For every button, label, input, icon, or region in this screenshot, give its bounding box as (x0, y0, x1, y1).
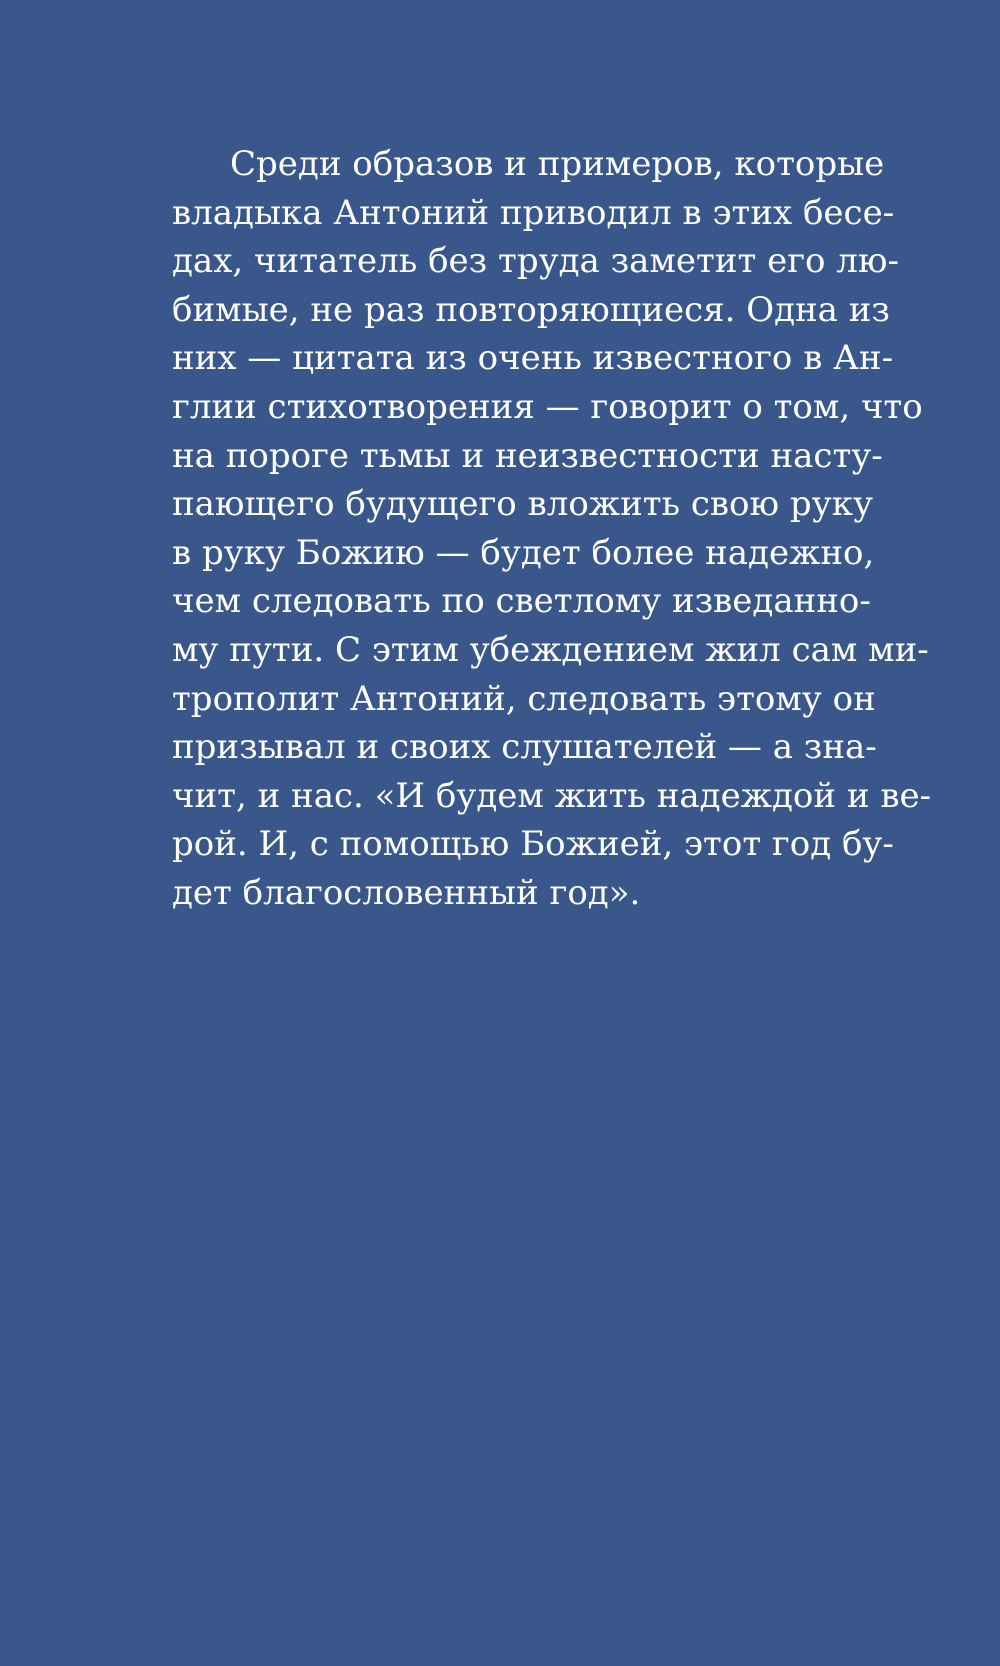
paragraph-line: Среди образов и примеров, которые (230, 144, 885, 184)
paragraph-line: рой. И, с помощью Божией, этот год бу- (172, 824, 894, 865)
paragraph-line: бимые, не раз повторяющиеся. Одна из (172, 289, 890, 330)
paragraph-line: глии стихотворения — говорит о том, что (172, 386, 923, 427)
paragraph-line: му пути. С этим убеждением жил сам ми- (172, 629, 929, 670)
paragraph-line: дет благословенный год». (172, 872, 641, 913)
paragraph-line: чем следовать по светлому изведанно- (172, 581, 871, 622)
paragraph-line: пающего будущего вложить свою руку (172, 484, 873, 525)
paragraph-line: чит, и нас. «И будем жить надеждой и ве- (172, 775, 932, 816)
paragraph-line: них — цитата из очень известного в Ан- (172, 338, 894, 379)
paragraph-line: на пороге тьмы и неизвестности насту- (172, 435, 883, 476)
paragraph-line: трополит Антоний, следовать этому он (172, 678, 876, 719)
paragraph-line: дах, читатель без труда заметит его лю- (172, 241, 899, 282)
paragraph-line: владыка Антоний приводил в этих бесе- (172, 192, 895, 233)
annotation-paragraph (172, 140, 932, 918)
paragraph-line: призывал и своих слушателей — а зна- (172, 727, 877, 768)
paragraph-line: в руку Божию — будет более надежно, (172, 532, 875, 573)
